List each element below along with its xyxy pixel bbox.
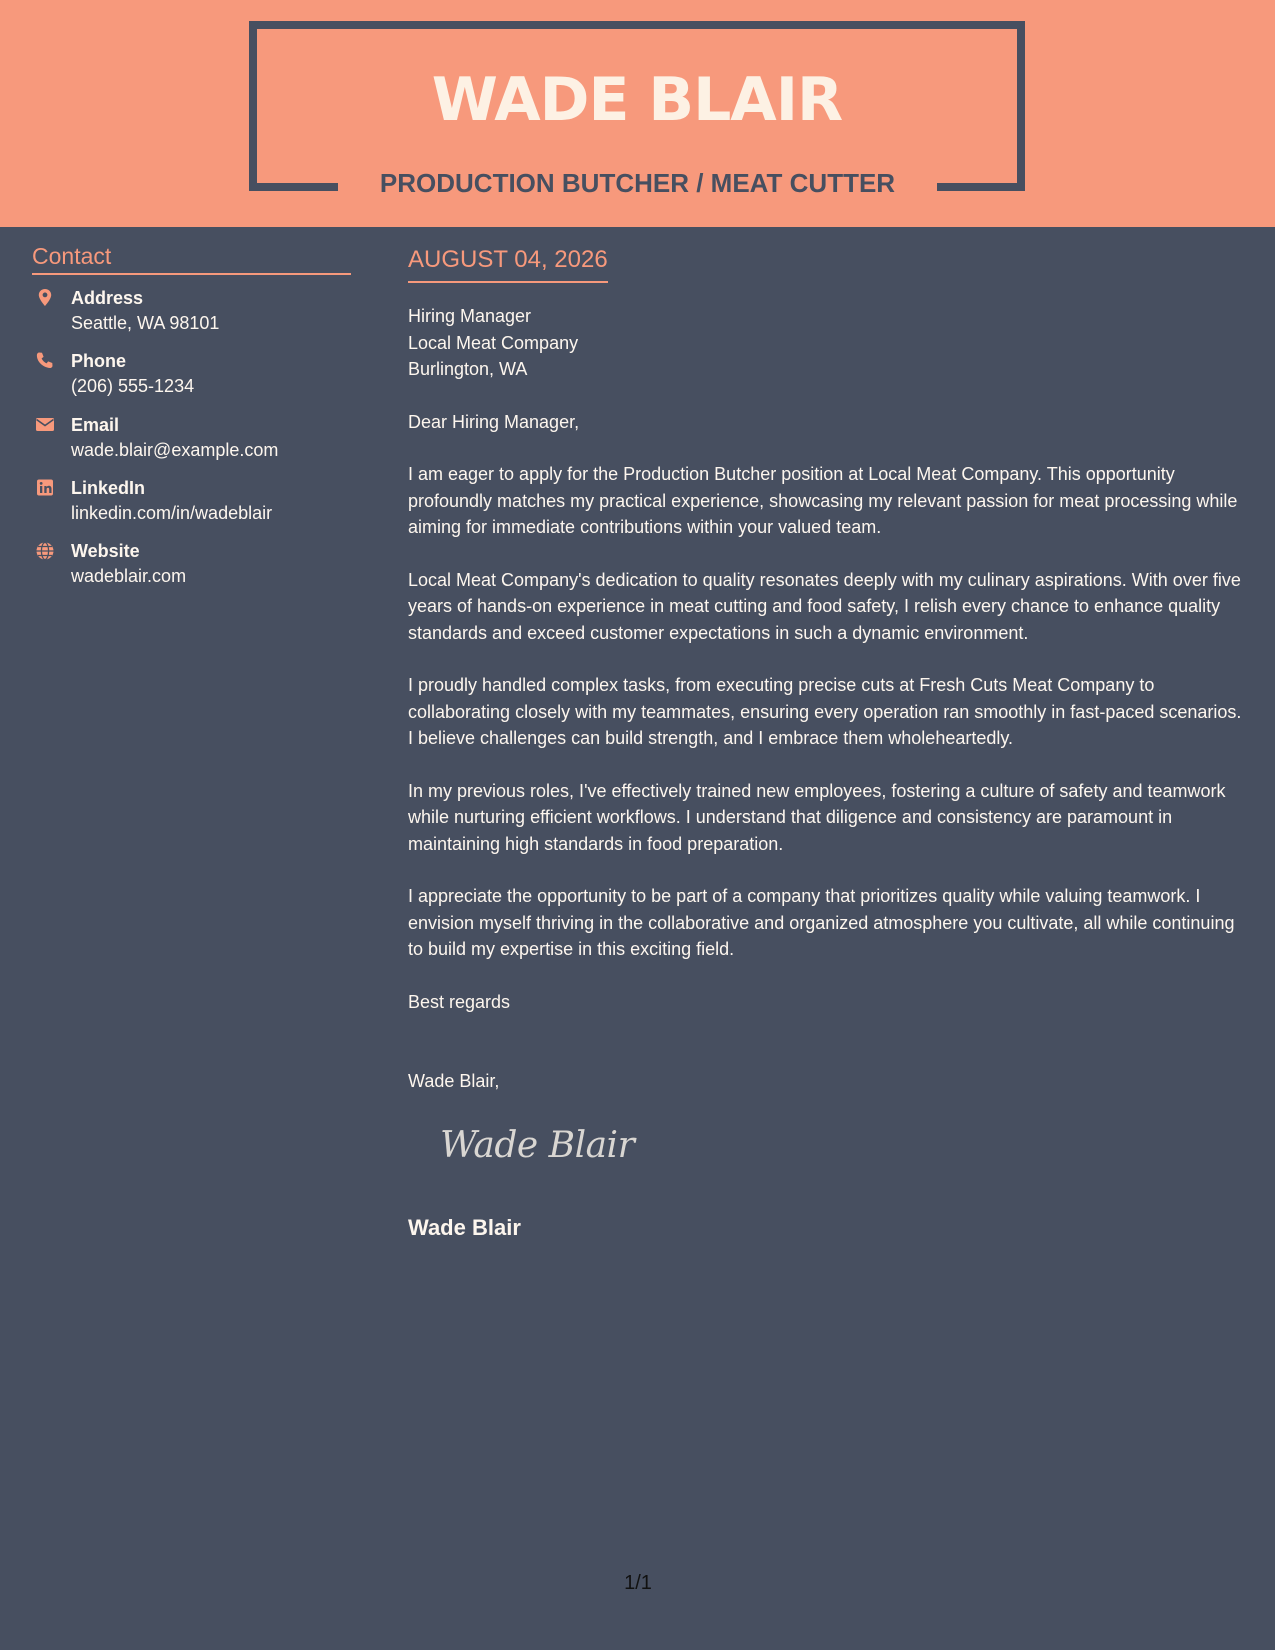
contact-label: Website bbox=[71, 541, 140, 561]
contact-value: wade.blair@example.com bbox=[71, 440, 279, 460]
contact-heading: Contact bbox=[32, 242, 351, 275]
letter-paragraph: I appreciate the opportunity to be part of a company that prioritizes quality while valuing teamwork. I envision myself thriving in the collaborative and organized atmosphere you cultivate, all while continuing to build my expertise in this exciting field. bbox=[408, 886, 1235, 959]
recipient-line: Hiring Manager bbox=[408, 306, 532, 326]
phone-icon bbox=[32, 350, 58, 372]
closing-spacer bbox=[408, 1015, 1250, 1068]
contact-label: Address bbox=[71, 288, 144, 308]
letter-paragraph: I proudly handled complex tasks, from executing precise cuts at Fresh Cuts Meat Company to collaborating closely with my teammates, ensuring every operation ran smoothly in fast-paced scenarios. I believe challenges can build strength, and I embrace them wholeheartedly. bbox=[408, 675, 1242, 748]
job-title: PRODUCTION BUTCHER / MEAT CUTTER bbox=[379, 168, 896, 198]
contact-label: Phone bbox=[71, 351, 127, 371]
contact-value: (206) 555-1234 bbox=[71, 376, 195, 396]
contact-value: Seattle, WA 98101 bbox=[71, 313, 220, 333]
contact-label: LinkedIn bbox=[71, 478, 146, 498]
name-frame-bottom-right bbox=[937, 183, 1025, 191]
contact-label: Email bbox=[71, 415, 120, 435]
letter-paragraph: Local Meat Company's dedication to quality resonates deeply with my culinary aspirations. With over five years of hands-on experience in meat cutting and food safety, I relish every chance to enhance quality standards and exceed customer expectations in such a dynamic environment. bbox=[408, 569, 1241, 643]
contact-value[interactable]: wadeblair.com bbox=[71, 566, 187, 586]
signature-image: Wade Blair bbox=[440, 1125, 635, 1166]
letter-paragraph: In my previous roles, I've effectively trained new employees, fostering a culture of safety and teamwork while nurturing efficient workflows. I understand that diligence and consistency are paramount in maintaining high standards in food preparation. bbox=[408, 780, 1226, 854]
recipient-line: Burlington, WA bbox=[408, 359, 528, 379]
candidate-name: WADE BLAIR bbox=[431, 65, 843, 135]
letter-paragraph: I am eager to apply for the Production Butcher position at Local Meat Company. This opportunity profoundly matches my practical experience, showcasing my relevant passion for meat processing while aiming for immediate contributions within your valued team. bbox=[408, 464, 1238, 537]
globe-icon bbox=[32, 540, 58, 562]
letter-date: AUGUST 04, 2026 bbox=[408, 245, 608, 283]
sign-off: Wade Blair, bbox=[408, 1071, 500, 1091]
salutation: Dear Hiring Manager, bbox=[408, 411, 580, 432]
closing: Best regards bbox=[408, 991, 511, 1012]
signed-name: Wade Blair bbox=[408, 1215, 521, 1240]
name-frame-bottom-left bbox=[249, 183, 338, 191]
page-indicator: 1/1 bbox=[624, 1572, 652, 1594]
linkedin-icon bbox=[32, 477, 58, 499]
contact-value[interactable]: linkedin.com/in/wadeblair bbox=[71, 503, 273, 523]
letter-body bbox=[408, 303, 1250, 1095]
map-pin-icon bbox=[32, 287, 58, 309]
email-icon bbox=[32, 414, 58, 436]
recipient-line: Local Meat Company bbox=[408, 332, 579, 353]
